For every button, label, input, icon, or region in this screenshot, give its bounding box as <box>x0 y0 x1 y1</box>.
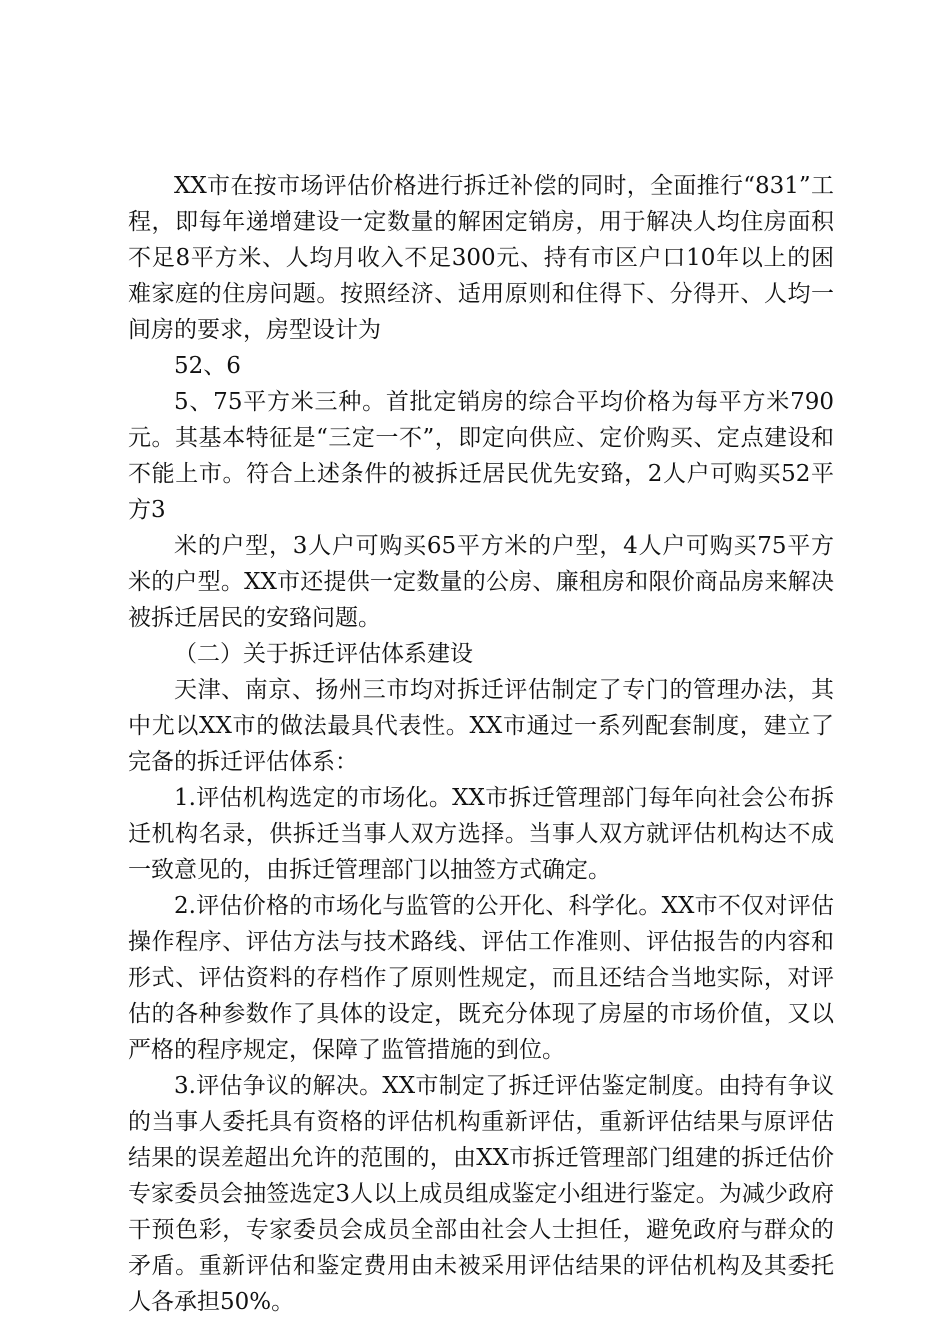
paragraph-resettlement-intro: XX市在按市场评估价格进行拆迁补偿的同时，全面推行“831”工程，即每年递增建设一定数量的解困定销房，用于解决人均住房面积不足8平方米、人均月收入不足300元、持有市区户口10年以上的困难家庭的住房问题。按照经济、适用原则和住得下、分得开、人均一间房的要求，房型设计为 <box>128 173 834 343</box>
paragraph-item-1: 1.评估机构选定的市场化。XX市拆迁管理部门每年向社会公布拆迁机构名录，供拆迁当事人双方选择。当事人双方就评估机构达不成一致意见的，由拆迁管理部门以抽签方式确定。 <box>128 785 834 883</box>
paragraph-housing-price: 5、75平方米三种。首批定销房的综合平均价格为每平方米790元。其基本特征是“三定一不”，即定向供应、定价购买、定点建设和不能上市。符合上述条件的被拆迁居民优先安臵，2人户可购买52平方3 <box>128 389 834 523</box>
paragraph-fragment-52-6: 52、6 <box>174 353 241 379</box>
paragraph-assessment-intro: 天津、南京、扬州三市均对拆迁评估制定了专门的管理办法，其中尤以XX市的做法最具代表性。XX市通过一系列配套制度，建立了完备的拆迁评估体系： <box>128 677 834 775</box>
paragraph-item-3: 3.评估争议的解决。XX市制定了拆迁评估鉴定制度。由持有争议的当事人委托具有资格的评估机构重新评估，重新评估结果与原评估结果的误差超出允许的范围的，由XX市拆迁管理部门组建的拆迁估价专家委员会抽签选定3人以上成员组成鉴定小组进行鉴定。为减少政府干预色彩，专家委员会成员全部由社会人士担任，避免政府与群众的矛盾。重新评估和鉴定费用由未被采用评估结果的评估机构及其委托人各承担50%。 <box>128 1073 834 1315</box>
paragraph-item-2: 2.评估价格的市场化与监管的公开化、科学化。XX市不仅对评估操作程序、评估方法与技术路线、评估工作准则、评估报告的内容和形式、评估资料的存档作了原则性规定，而且还结合当地实际，对评估的各种参数作了具体的设定，既充分体现了房屋的市场价值，又以严格的程序规定，保障了监管措施的到位。 <box>128 893 834 1063</box>
document-body <box>128 168 834 1320</box>
section-heading-assessment-system: （二）关于拆迁评估体系建设 <box>174 641 473 667</box>
paragraph-unit-types: 米的户型，3人户可购买65平方米的户型，4人户可购买75平方米的户型。XX市还提供一定数量的公房、廉租房和限价商品房来解决被拆迁居民的安臵问题。 <box>128 533 834 631</box>
